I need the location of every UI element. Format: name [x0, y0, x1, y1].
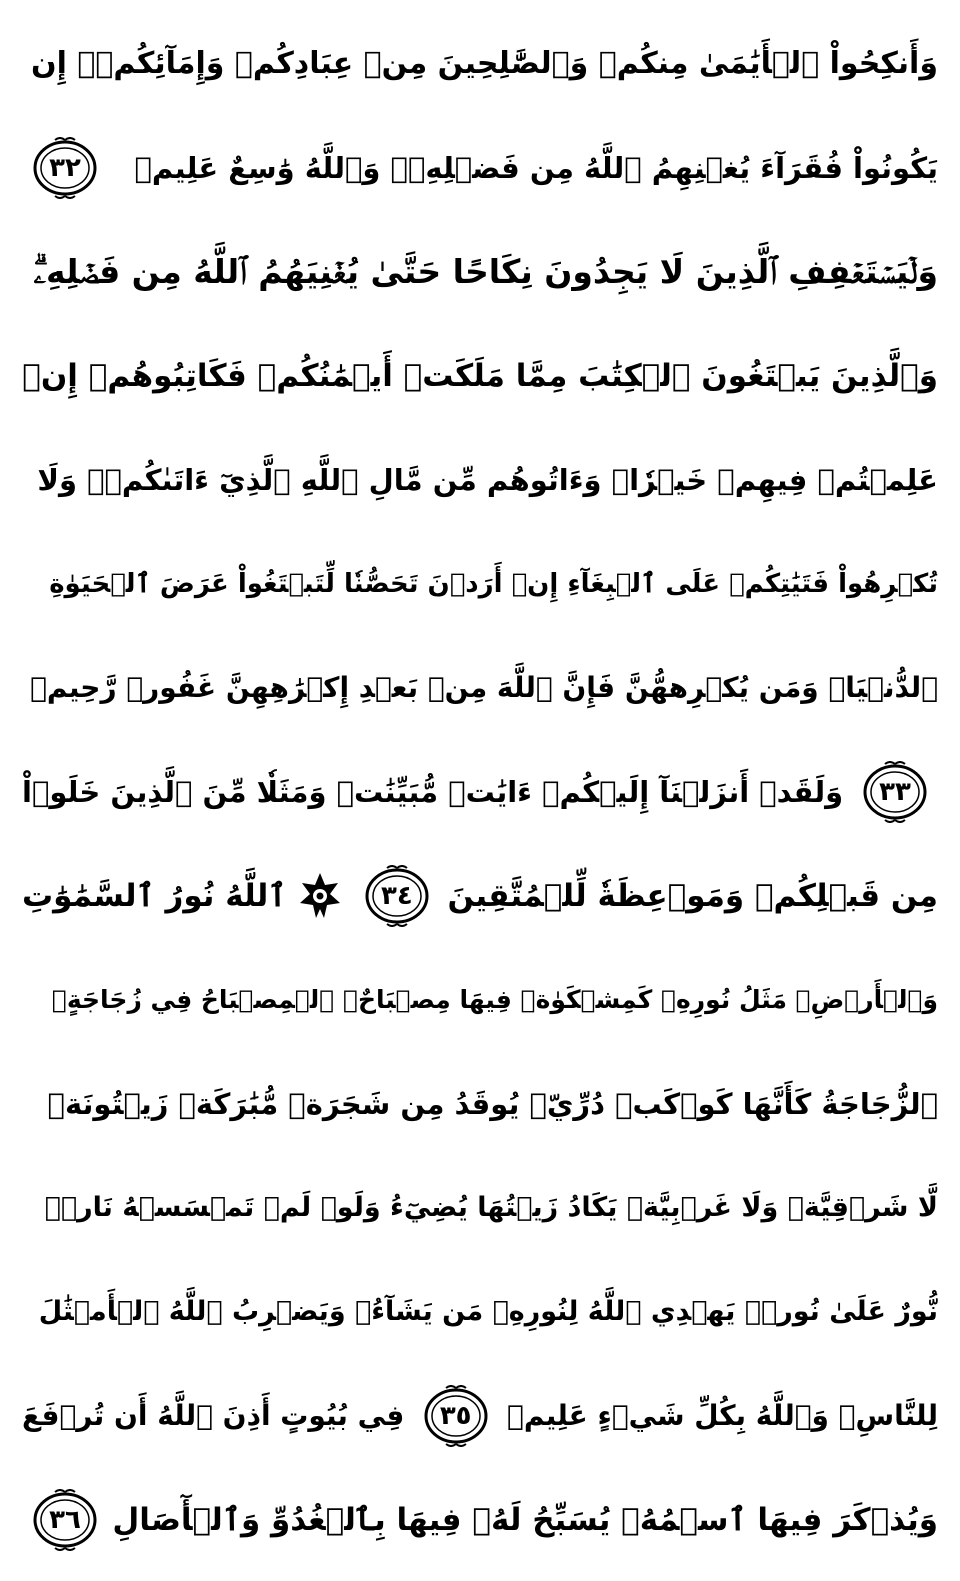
line-text: تُكۡرِهُواْ فَتَيَٰتِكُمۡ عَلَى ٱلۡبِغَآءِ إِنۡ أَرَدۡنَ تَحَصُّنٗا لِّتَبۡتَغُواْ عَرَضَ ٱلۡحَيَوٰةِ	[49, 569, 938, 599]
line-text: ٱلزُّجَاجَةُ كَأَنَّهَا كَوۡكَبٞ دُرِّيّٞ يُوقَدُ مِن شَجَرَةٖ مُّبَٰرَكَةٖ زَيۡتُونَةٖ	[47, 1087, 938, 1121]
text-line	[22, 956, 938, 1044]
ayah-end-marker	[28, 137, 102, 199]
text-line	[22, 20, 938, 108]
text-line	[22, 228, 938, 316]
text-line	[22, 1060, 938, 1148]
ayah-end-marker	[858, 761, 932, 823]
text-line	[22, 1268, 938, 1356]
line-text: وَيُذۡكَرَ فِيهَا ٱسۡمُهُۥ يُسَبِّحُ لَهُۥ فِيهَا بِٱلۡغُدُوِّ وَٱلۡأٓصَالِ	[112, 1502, 938, 1538]
ayah-end-marker	[360, 865, 434, 927]
line-text: وَلَقَدۡ أَنزَلۡنَآ إِلَيۡكُمۡ ءَايَٰتٖ مُّبَيِّنَٰتٖ وَمَثَلٗا مِّنَ ٱلَّذِينَ خَلَوۡاْ	[22, 775, 844, 809]
text-line	[22, 748, 938, 836]
text-line	[22, 436, 938, 524]
line-text: لَّا شَرۡقِيَّةٖ وَلَا غَرۡبِيَّةٖ يَكَادُ زَيۡتُهَا يُضِيٓءُ وَلَوۡ لَمۡ تَمۡسَسۡهُ نَارٞۚ	[44, 1192, 938, 1223]
line-text: يَكُونُواْ فُقَرَآءَ يُغۡنِهِمُ ٱللَّهُ مِن فَضۡلِهِۦۗ وَٱللَّهُ وَٰسِعٌ عَلِيمٞ	[134, 151, 938, 185]
line-text: عَلِمۡتُمۡ فِيهِمۡ خَيۡرٗاۖ وَءَاتُوهُم مِّن مَّالِ ٱللَّهِ ٱلَّذِيٓ ءَاتَىٰكُمۡۚ وَلَا	[37, 463, 938, 497]
ayah-number: ٣٢	[49, 153, 81, 183]
line-text: ٱللَّهُ نُورُ ٱلسَّمَٰوَٰتِ	[22, 878, 287, 914]
ayah-number: ٣٥	[439, 1401, 472, 1431]
text-line	[22, 540, 938, 628]
text-line	[22, 332, 938, 420]
text-line	[22, 1164, 938, 1252]
text-line	[22, 644, 938, 732]
line-text: وَأَنكِحُواْ ٱلۡأَيَٰمَىٰ مِنكُمۡ وَٱلصَّٰلِحِينَ مِنۡ عِبَادِكُمۡ وَإِمَآئِكُمۡۚ إِن	[31, 46, 938, 81]
text-line	[22, 1372, 938, 1460]
line-text: فِي بُيُوتٍ أَذِنَ ٱللَّهُ أَن تُرۡفَعَ	[22, 1399, 405, 1432]
ayah-number: ٣٣	[879, 777, 911, 807]
line-text: وَٱلۡأَرۡضِۚ مَثَلُ نُورِهِۦ كَمِشۡكَوٰةٖ فِيهَا مِصۡبَاحٌۖ ٱلۡمِصۡبَاحُ فِي زُجَاجَةٍۖ	[51, 985, 938, 1014]
line-text: ٱلدُّنۡيَاۚ وَمَن يُكۡرِههُّنَّ فَإِنَّ ٱللَّهَ مِنۢ بَعۡدِ إِكۡرَٰهِهِنَّ غَفُورٞ رَّحِيمٞ	[30, 671, 938, 704]
ayah-end-marker	[419, 1385, 493, 1447]
ayah-number: ٣٤	[380, 881, 413, 911]
line-text: وَٱلَّذِينَ يَبۡتَغُونَ ٱلۡكِتَٰبَ مِمَّا مَلَكَتۡ أَيۡمَٰنُكُمۡ فَكَاتِبُوهُمۡ إِنۡ	[22, 358, 938, 394]
ayah-end-marker	[28, 1489, 102, 1551]
text-line	[22, 852, 938, 940]
line-text: نُّورٌ عَلَىٰ نُورٖۚ يَهۡدِي ٱللَّهُ لِنُورِهِۦ مَن يَشَآءُۚ وَيَضۡرِبُ ٱللَّهُ ٱلۡأَمۡثَٰلَ	[38, 1296, 938, 1327]
line-text: مِن قَبۡلِكُمۡ وَمَوۡعِظَةٗ لِّلۡمُتَّقِينَ	[447, 878, 938, 914]
hizb-star-icon	[298, 871, 342, 921]
line-text: لِلنَّاسِۗ وَٱللَّهُ بِكُلِّ شَيۡءٍ عَلِيمٞ	[507, 1399, 938, 1432]
line-text: وَلۡيَسۡتَعۡفِفِ ٱلَّذِينَ لَا يَجِدُونَ نِكَاحًا حَتَّىٰ يُغۡنِيَهُمُ ٱللَّهُ مِن فَضۡلِهِۦۗ	[33, 252, 938, 291]
ayah-number: ٣٦	[49, 1505, 81, 1535]
text-line	[22, 124, 938, 212]
text-line	[22, 1476, 938, 1564]
